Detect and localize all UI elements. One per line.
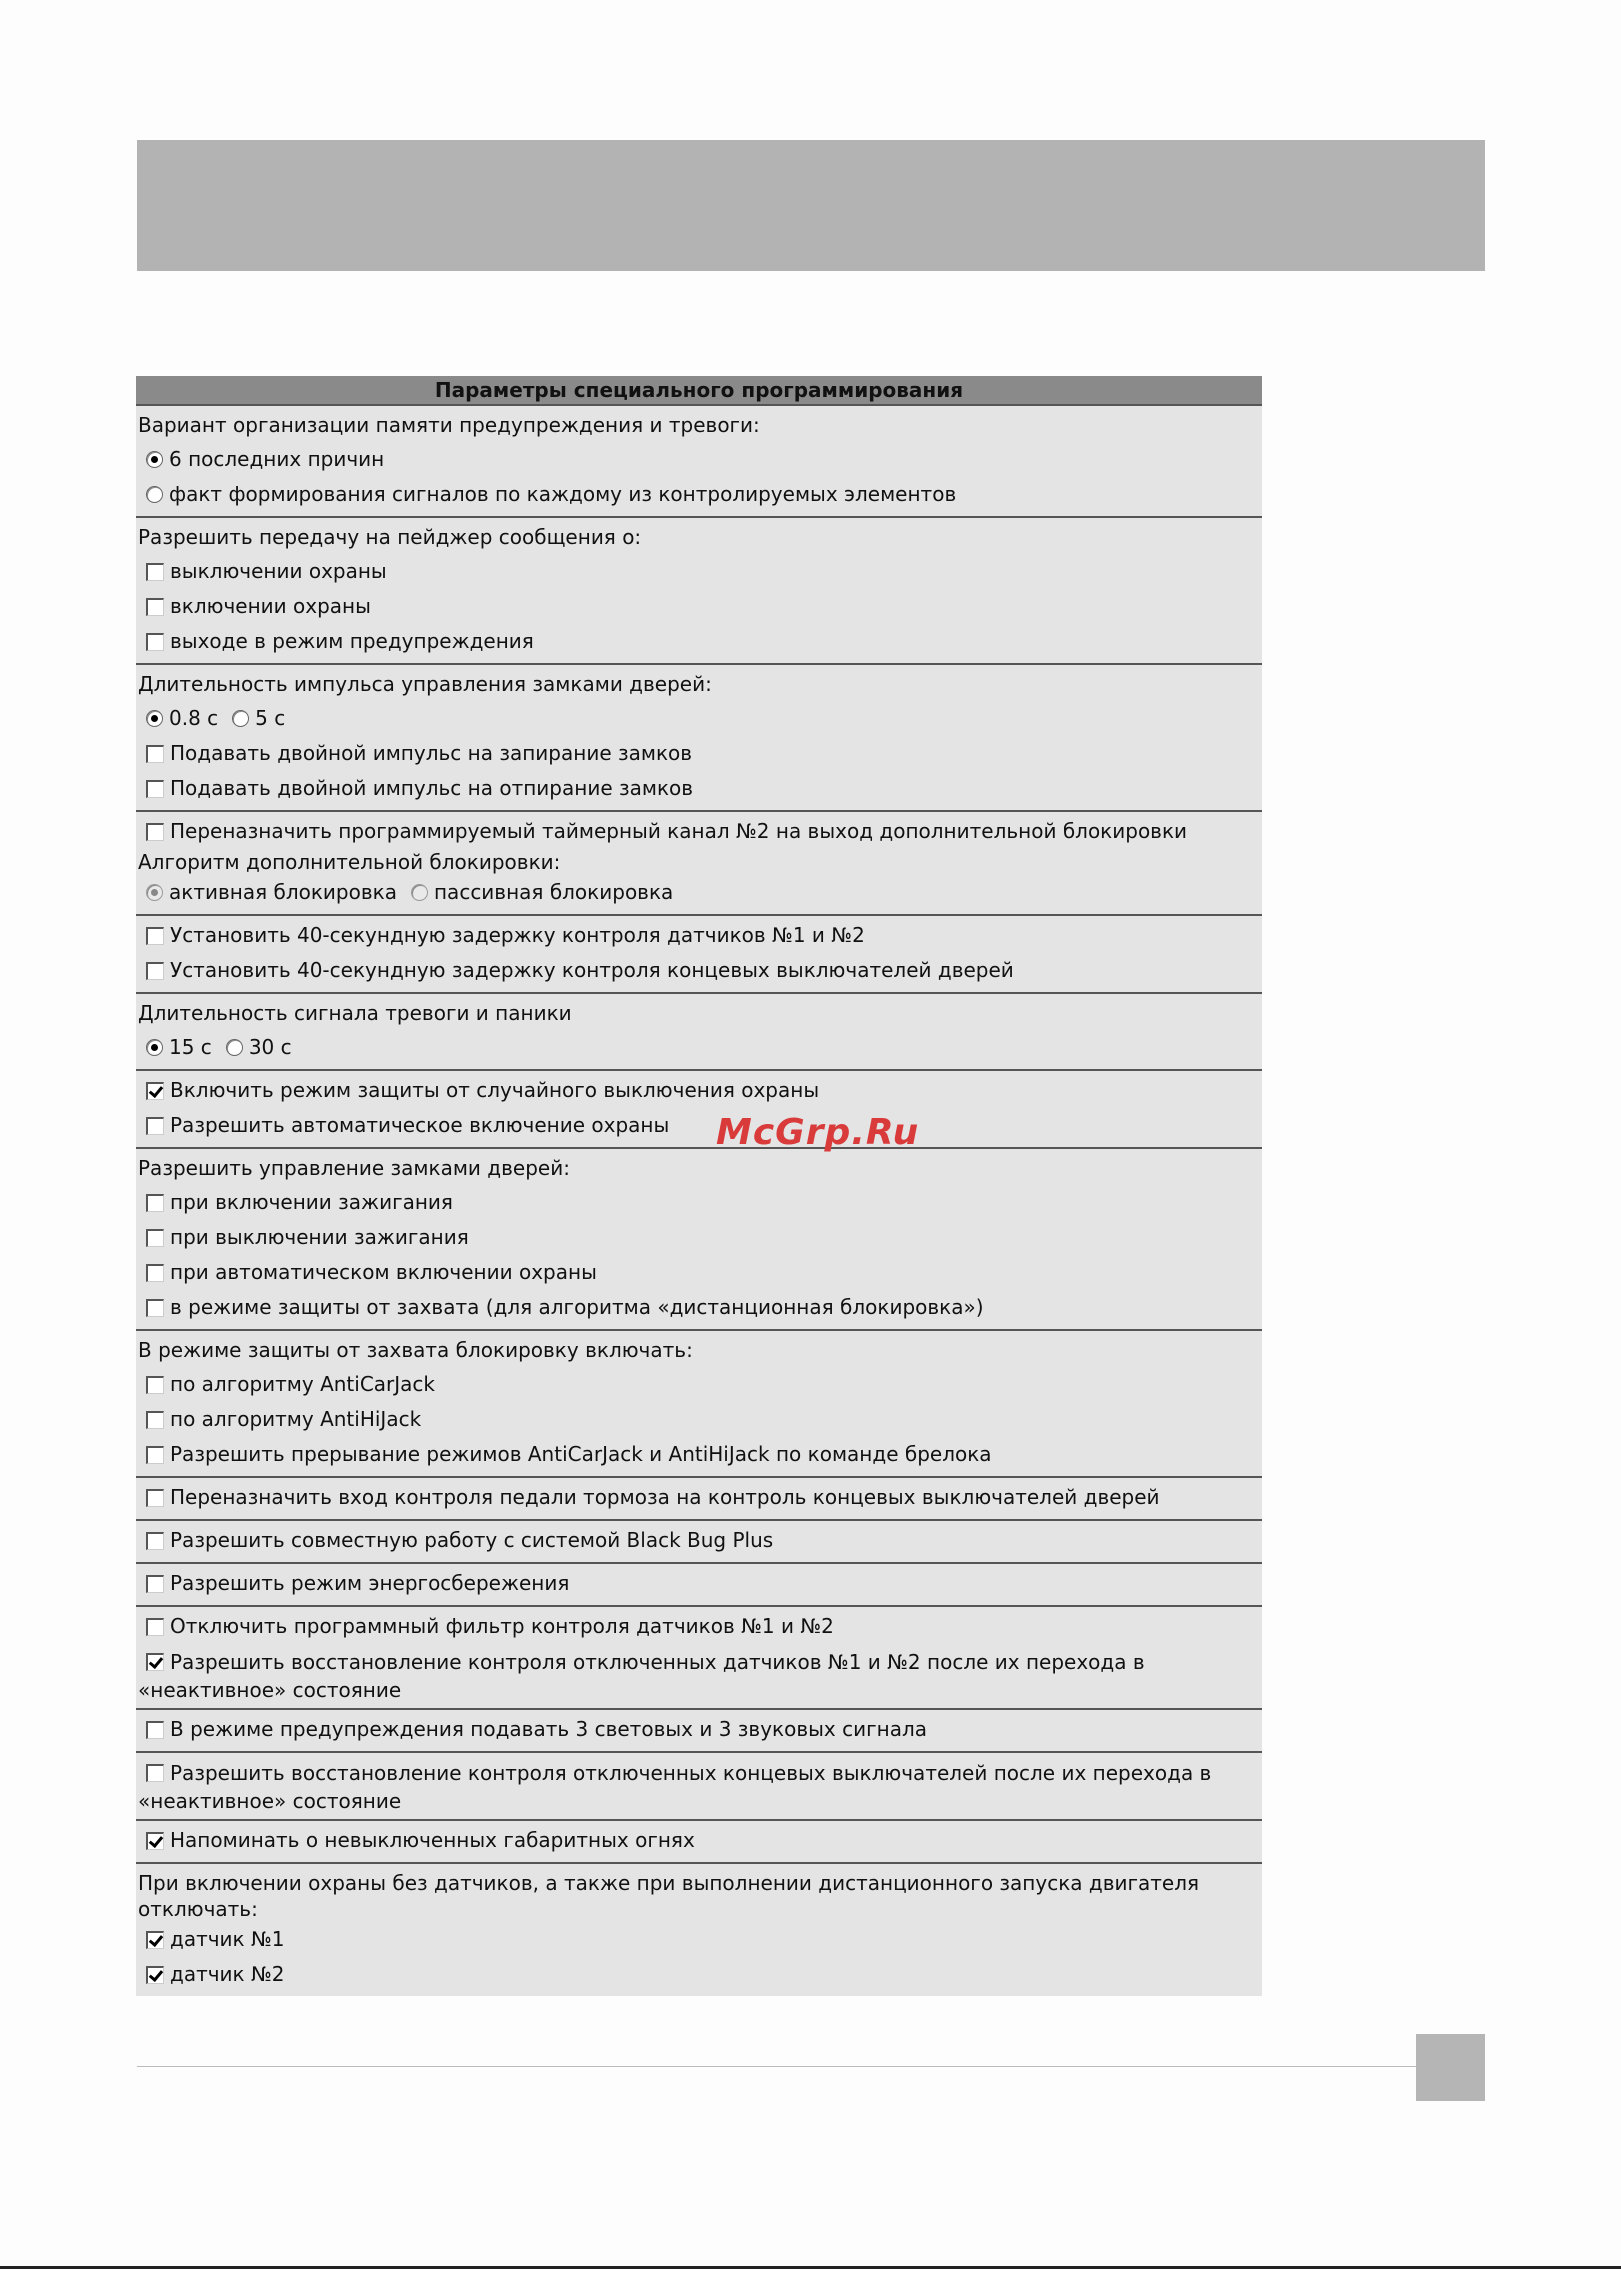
locks-hijack-checkbox[interactable]: в режиме защиты от захвата (для алгоритма «дистанционная блокировка») — [136, 1290, 1262, 1325]
watermark: McGrp.Ru — [716, 1112, 920, 1153]
pulse-08-label: 0.8 с — [169, 706, 219, 730]
section-pulse — [136, 665, 1262, 812]
auto-arm-checkbox[interactable]: Разрешить автоматическое включение охраны — [136, 1108, 1262, 1143]
checkbox-icon[interactable] — [146, 1721, 164, 1739]
checkbox-icon[interactable] — [146, 1532, 164, 1550]
restore-door-switches-checkbox[interactable]: Разрешить восстановление контроля отключенных концевых выключателей после их перехода в «неактивное» состояние — [138, 1761, 1212, 1813]
checkbox-icon[interactable] — [146, 563, 164, 581]
checkbox-icon[interactable] — [146, 1931, 164, 1949]
sensor-2-checkbox[interactable]: датчик №2 — [136, 1957, 1262, 1992]
section-blocking — [136, 812, 1262, 916]
checkbox-icon[interactable] — [146, 745, 164, 763]
radio-icon[interactable] — [146, 884, 163, 901]
delay-doors-checkbox[interactable]: Установить 40-секундную задержку контроля концевых выключателей дверей — [136, 953, 1262, 988]
pager-arm-checkbox[interactable]: включении охраны — [136, 589, 1262, 624]
pager-label: Разрешить передачу на пейджер сообщения о: — [138, 525, 642, 549]
footer-rule — [137, 2066, 1419, 2067]
checkbox-icon[interactable] — [146, 1082, 164, 1100]
pulse-5-label: 5 с — [255, 706, 286, 730]
radio-icon[interactable] — [146, 486, 163, 503]
antihijack-checkbox[interactable]: по алгоритму AntiHiJack — [136, 1402, 1262, 1437]
section-doors — [136, 1753, 1262, 1821]
section-locks — [136, 1149, 1262, 1331]
section-pager — [136, 518, 1262, 665]
panel-title: Параметры специального программирования — [136, 376, 1262, 406]
checkbox-icon[interactable] — [146, 1618, 164, 1636]
pager-warning-checkbox[interactable]: выходе в режим предупреждения — [136, 624, 1262, 659]
section-brake — [136, 1478, 1262, 1521]
alarm-15-label: 15 с — [169, 1035, 212, 1059]
block-algorithm-radios — [136, 875, 1262, 910]
radio-icon[interactable] — [411, 884, 428, 901]
passive-block-label: пассивная блокировка — [433, 880, 674, 904]
radio-icon[interactable] — [226, 1039, 243, 1056]
parking-lights-reminder-checkbox[interactable]: Напоминать о невыключенных габаритных огнях — [136, 1823, 1262, 1858]
section-energy — [136, 1564, 1262, 1607]
checkbox-icon[interactable] — [146, 1194, 164, 1212]
hijack-interrupt-checkbox[interactable]: Разрешить прерывание режимов AntiCarJack и AntiHiJack по команде брелока — [136, 1437, 1262, 1472]
locks-label: Разрешить управление замками дверей: — [138, 1156, 570, 1180]
section-alarm — [136, 994, 1262, 1071]
checkbox-icon[interactable] — [146, 1575, 164, 1593]
memory-option-6-reasons[interactable]: 6 последних причин — [136, 442, 1262, 477]
header-band — [137, 140, 1485, 271]
alarm-label: Длительность сигнала тревоги и паники — [138, 1001, 572, 1025]
disable-sensor-filter-checkbox[interactable]: Отключить программный фильтр контроля датчиков №1 и №2 — [136, 1609, 1262, 1644]
checkbox-icon[interactable] — [146, 1411, 164, 1429]
pager-disarm-checkbox[interactable]: выключении охраны — [136, 554, 1262, 589]
radio-icon[interactable] — [146, 1039, 163, 1056]
checkbox-icon[interactable] — [146, 780, 164, 798]
pulse-duration-radios — [136, 701, 1262, 736]
section-hijack — [136, 1331, 1262, 1478]
locks-ignition-off-checkbox[interactable]: при выключении зажигания — [136, 1220, 1262, 1255]
double-lock-pulse-checkbox[interactable]: Подавать двойной импульс на запирание замков — [136, 736, 1262, 771]
alarm-30-label: 30 с — [248, 1035, 292, 1059]
section-memory — [136, 406, 1262, 518]
sensors-label: При включении охраны без датчиков, а также при выполнении дистанционного запуска двигателя отключать: — [138, 1871, 1200, 1921]
black-bug-plus-checkbox[interactable]: Разрешить совместную работу с системой Black Bug Plus — [136, 1523, 1262, 1558]
section-protect — [136, 1071, 1262, 1149]
warning-signals-checkbox[interactable]: В режиме предупреждения подавать 3 световых и 3 звуковых сигнала — [136, 1712, 1262, 1747]
checkbox-icon[interactable] — [146, 1764, 164, 1782]
section-warn — [136, 1710, 1262, 1753]
checkbox-icon[interactable] — [146, 1376, 164, 1394]
block-algorithm-label: Алгоритм дополнительной блокировки: — [138, 850, 561, 874]
section-sensors — [136, 1864, 1262, 1996]
checkbox-icon[interactable] — [146, 1966, 164, 1984]
checkbox-icon[interactable] — [146, 1832, 164, 1850]
radio-icon[interactable] — [232, 710, 249, 727]
locks-ignition-on-checkbox[interactable]: при включении зажигания — [136, 1185, 1262, 1220]
section-delay — [136, 916, 1262, 994]
delay-sensors-checkbox[interactable]: Установить 40-секундную задержку контроля датчиков №1 и №2 — [136, 918, 1262, 953]
memory-label: Вариант организации памяти предупреждения и тревоги: — [138, 413, 760, 437]
section-lights — [136, 1821, 1262, 1864]
reassign-channel2-checkbox[interactable]: Переназначить программируемый таймерный канал №2 на выход дополнительной блокировки — [136, 814, 1262, 849]
checkbox-icon[interactable] — [146, 1229, 164, 1247]
page-number-box — [1416, 2034, 1485, 2101]
checkbox-icon[interactable] — [146, 927, 164, 945]
section-filter — [136, 1607, 1262, 1710]
checkbox-icon[interactable] — [146, 1653, 164, 1671]
checkbox-icon[interactable] — [146, 1489, 164, 1507]
hijack-label: В режиме защиты от захвата блокировку включать: — [138, 1338, 693, 1362]
checkbox-icon[interactable] — [146, 1117, 164, 1135]
checkbox-icon[interactable] — [146, 1446, 164, 1464]
energy-saving-checkbox[interactable]: Разрешить режим энергосбережения — [136, 1566, 1262, 1601]
brake-input-reassign-checkbox[interactable]: Переназначить вход контроля педали тормоза на контроль концевых выключателей дверей — [136, 1480, 1262, 1515]
checkbox-icon[interactable] — [146, 1299, 164, 1317]
double-unlock-pulse-checkbox[interactable]: Подавать двойной импульс на отпирание замков — [136, 771, 1262, 806]
pulse-label: Длительность импульса управления замками дверей: — [138, 672, 712, 696]
radio-icon[interactable] — [146, 451, 163, 468]
memory-option-per-element[interactable]: факт формирования сигналов по каждому из контролируемых элементов — [136, 477, 1262, 512]
accidental-disarm-protection-checkbox[interactable]: Включить режим защиты от случайного выключения охраны — [136, 1073, 1262, 1108]
section-blackbug — [136, 1521, 1262, 1564]
checkbox-icon[interactable] — [146, 1264, 164, 1282]
checkbox-icon[interactable] — [146, 823, 164, 841]
checkbox-icon[interactable] — [146, 633, 164, 651]
checkbox-icon[interactable] — [146, 962, 164, 980]
restore-sensors-checkbox[interactable]: Разрешить восстановление контроля отключенных датчиков №1 и №2 после их перехода в «неактивное» состояние — [138, 1650, 1145, 1702]
radio-icon[interactable] — [146, 710, 163, 727]
active-block-label: активная блокировка — [169, 880, 397, 904]
locks-auto-arm-checkbox[interactable]: при автоматическом включении охраны — [136, 1255, 1262, 1290]
checkbox-icon[interactable] — [146, 598, 164, 616]
special-programming-panel — [136, 376, 1262, 1996]
anticarjack-checkbox[interactable]: по алгоритму AntiCarJack — [136, 1367, 1262, 1402]
sensor-1-checkbox[interactable]: датчик №1 — [136, 1922, 1262, 1957]
alarm-duration-radios — [136, 1030, 1262, 1065]
